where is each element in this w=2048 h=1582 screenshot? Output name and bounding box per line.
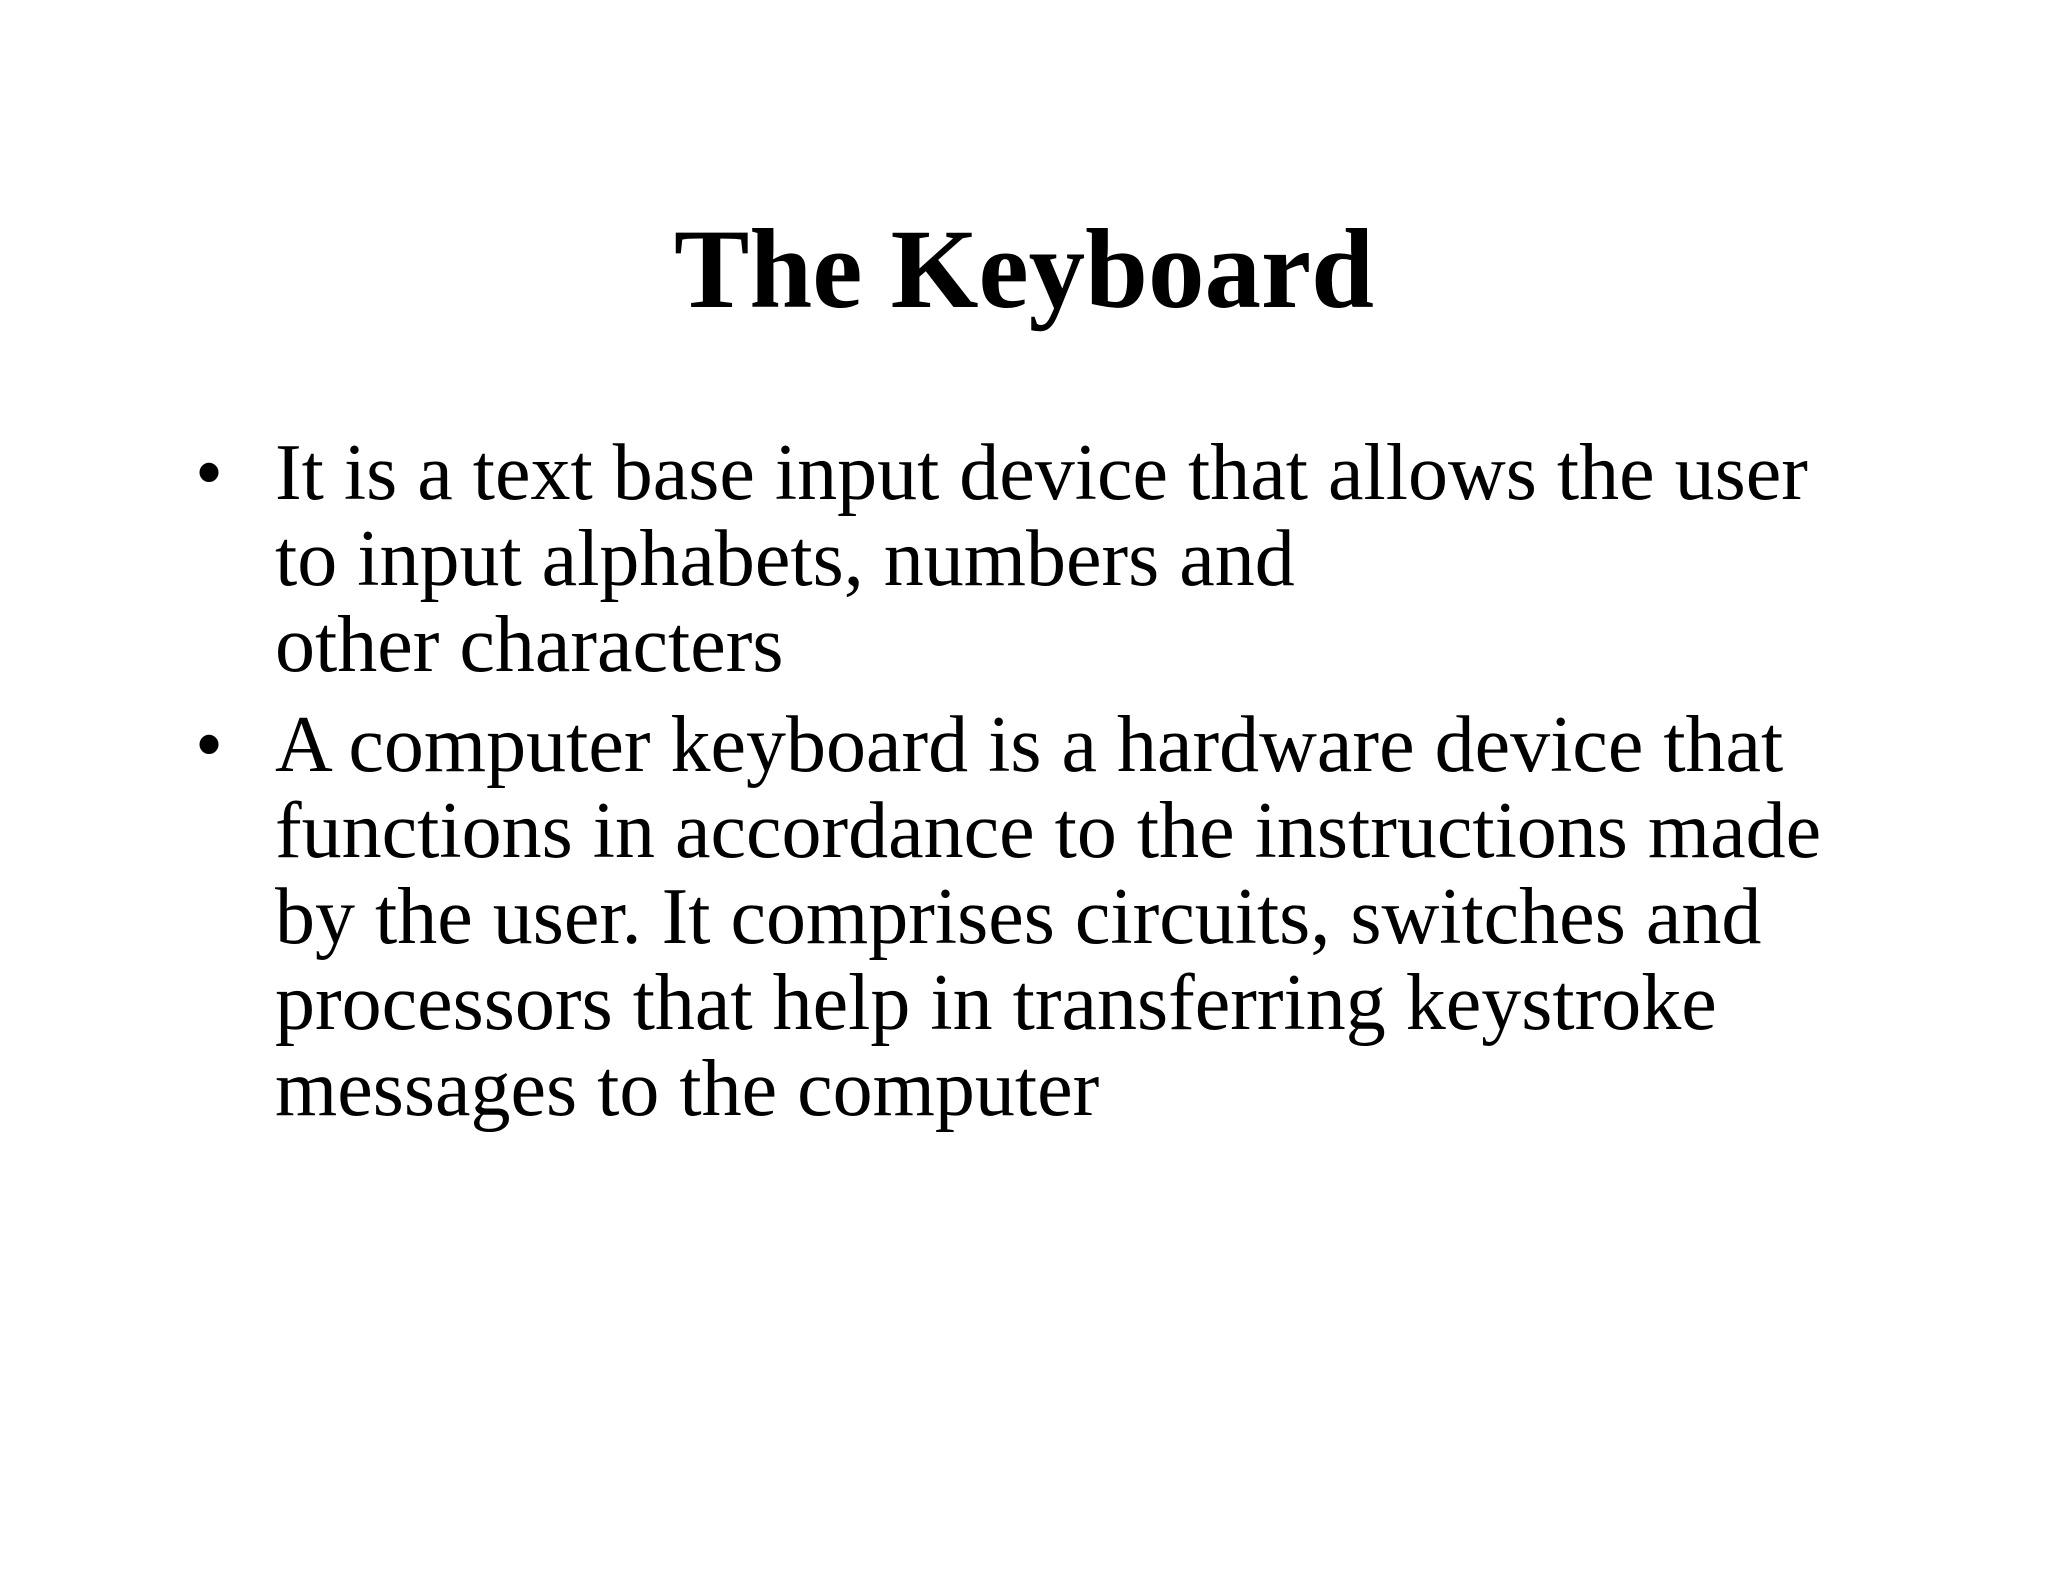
slide-title: The Keyboard <box>673 207 1374 332</box>
bullet-dot-icon: • <box>195 429 224 517</box>
bullet-text-line: A computer keyboard is a hardware device that <box>275 701 1784 789</box>
bullet-list <box>195 430 1835 1146</box>
bullet-item <box>195 702 1835 1132</box>
bullet-text-line: other characters <box>275 601 784 689</box>
bullet-text-line: processors that help in transferring keystroke <box>275 959 1717 1047</box>
bullet-text-line: to input alphabets, numbers and <box>275 515 1295 603</box>
bullet-text-line: functions in accordance to the instructions made <box>275 787 1822 875</box>
bullet-dot-icon: • <box>195 701 224 789</box>
bullet-text-line: It is a text base input device that allows the user <box>275 429 1808 517</box>
bullet-text-line: by the user. It comprises circuits, switches and <box>275 873 1762 961</box>
bullet-item <box>195 430 1835 688</box>
bullet-text-line: messages to the computer <box>275 1045 1100 1133</box>
